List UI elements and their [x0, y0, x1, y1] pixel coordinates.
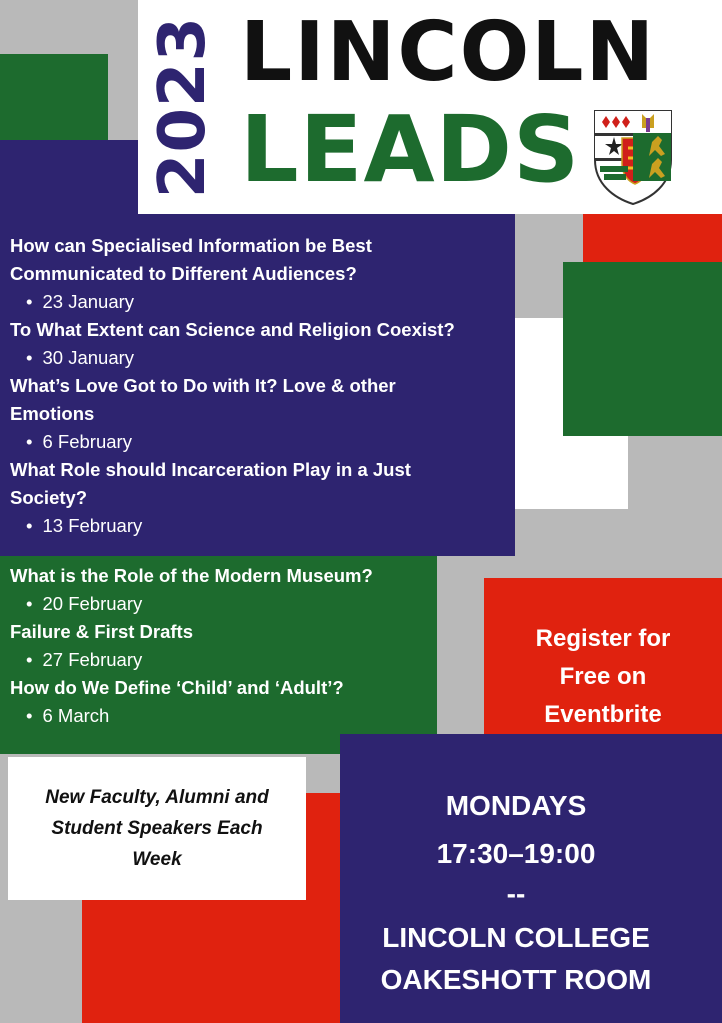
- session-title: To What Extent can Science and Religion Coexist?: [10, 319, 455, 340]
- register-line: Free on: [559, 663, 647, 690]
- speakers-note: [8, 757, 306, 900]
- session-date: • 6 February: [10, 428, 509, 456]
- session-date: • 6 March: [10, 702, 431, 730]
- session-date: • 27 February: [10, 646, 431, 674]
- year-label: 2023: [146, 15, 220, 199]
- sessions-block-purple: [0, 214, 515, 556]
- session-title: What’s Love Got to Do with It? Love & other Emotions: [10, 375, 396, 424]
- sessions-block-green: [0, 556, 437, 754]
- college-crest-icon: [592, 108, 674, 206]
- session-item: [10, 232, 509, 316]
- event-day: MONDAYS: [445, 790, 587, 821]
- session-item: [10, 562, 431, 618]
- session-title: What is the Role of the Modern Museum?: [10, 565, 373, 586]
- session-item: [10, 456, 509, 540]
- session-date: • 20 February: [10, 590, 431, 618]
- session-item: [10, 316, 509, 372]
- event-time: 17:30–19:00: [436, 838, 596, 869]
- session-title: How can Specialised Information be Best Communicated to Different Audiences?: [10, 235, 372, 284]
- speakers-line: Student Speakers Each: [51, 818, 263, 839]
- event-separator: --: [506, 878, 526, 909]
- speakers-line: New Faculty, Alumni and: [45, 787, 269, 808]
- register-line: Eventbrite: [544, 701, 662, 728]
- session-date: • 23 January: [10, 288, 509, 316]
- decor-purple-left: [0, 140, 138, 220]
- title-lincoln: LINCOLN: [240, 5, 657, 100]
- event-info: [340, 734, 722, 1023]
- session-title: Failure & First Drafts: [10, 621, 193, 642]
- register-line: Register for: [535, 625, 671, 652]
- title-leads: LEADS: [240, 96, 581, 203]
- session-date: • 13 February: [10, 512, 509, 540]
- header: [138, 0, 722, 214]
- session-item: [10, 674, 431, 730]
- session-item: [10, 372, 509, 456]
- decor-green-right-overlap: [563, 308, 722, 436]
- session-title: How do We Define ‘Child’ and ‘Adult’?: [10, 677, 344, 698]
- session-title: What Role should Incarceration Play in a Just Society?: [10, 459, 411, 508]
- event-venue-line: LINCOLN COLLEGE: [382, 922, 650, 953]
- session-item: [10, 618, 431, 674]
- speakers-line: Week: [132, 849, 182, 870]
- session-date: • 30 January: [10, 344, 509, 372]
- event-venue-line: OAKESHOTT ROOM: [380, 964, 652, 995]
